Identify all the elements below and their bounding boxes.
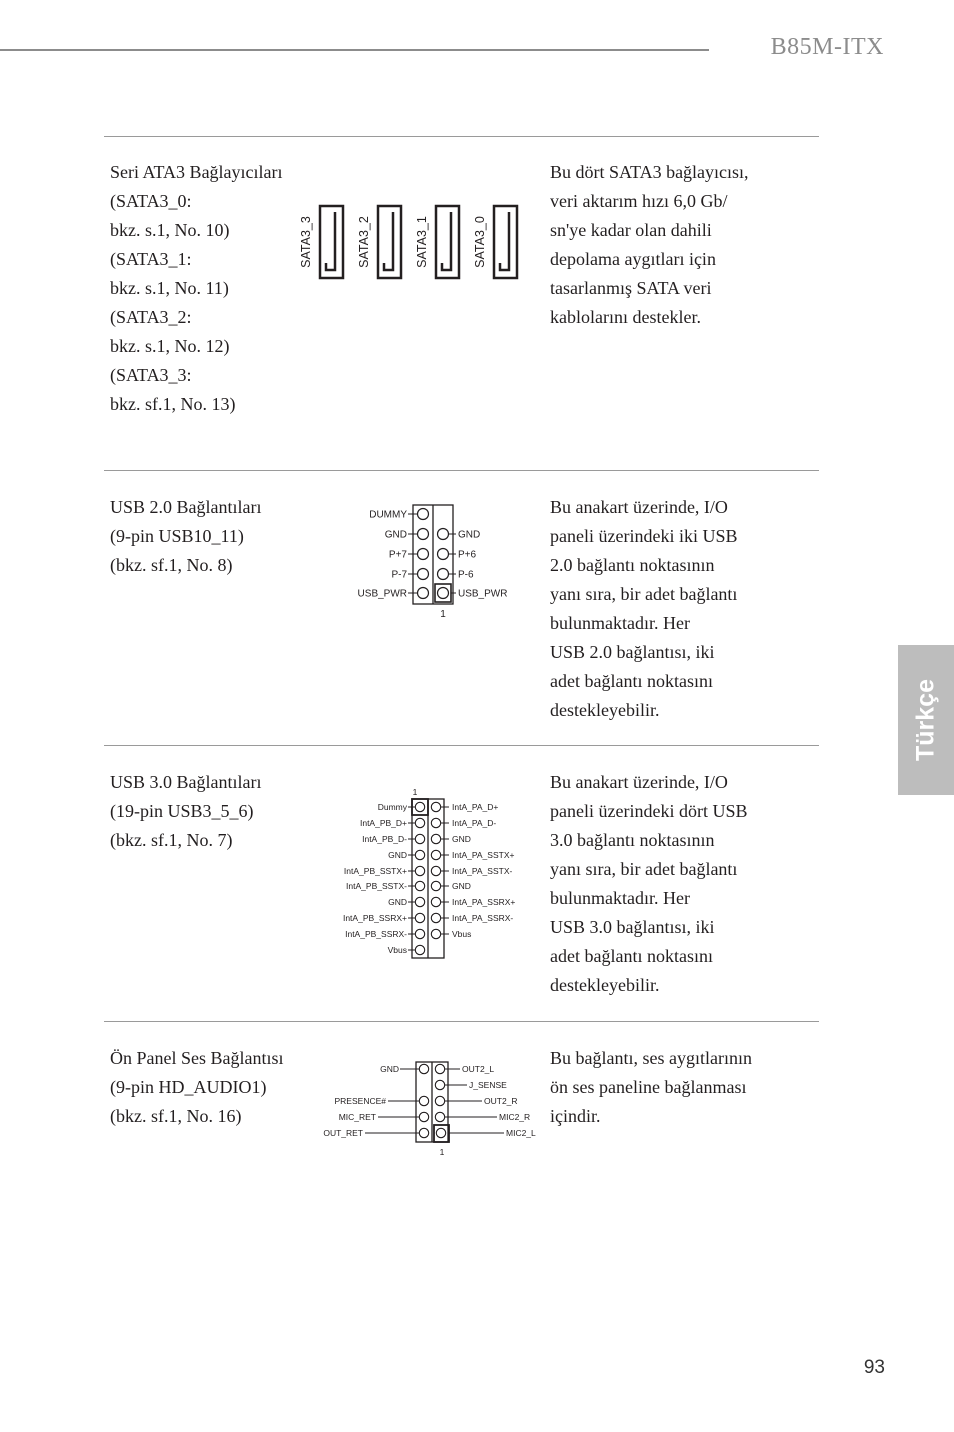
- pin1-marker: 1: [440, 609, 446, 620]
- text-line: (SATA3_3:: [110, 365, 192, 385]
- sata-port: [299, 206, 343, 278]
- pin-label: P-7: [391, 569, 407, 581]
- pin-label: OUT_RET: [323, 1128, 363, 1138]
- text-line: (SATA3_1:: [110, 249, 192, 269]
- text-line: bkz. s.1, No. 10): [110, 220, 230, 240]
- text-line: bkz. s.1, No. 12): [110, 336, 230, 356]
- text-line: 3.0 bağlantı noktasının: [550, 830, 715, 850]
- pin-label: IntA_PB_D-: [362, 834, 407, 844]
- text-line: (SATA3_0:: [110, 191, 192, 211]
- pin-label: GND: [452, 881, 471, 891]
- text-line: adet bağlantı noktasını: [550, 946, 713, 966]
- text-line: 2.0 bağlantı noktasının: [550, 555, 715, 575]
- page-number: 93: [863, 1357, 885, 1378]
- pin-label: Vbus: [387, 945, 407, 955]
- pin-label: MIC_RET: [338, 1112, 376, 1122]
- section-divider: [104, 1021, 819, 1022]
- pin-label: GND: [458, 529, 481, 541]
- section-divider: [104, 745, 819, 746]
- sata-port-label: SATA3_0: [473, 216, 487, 268]
- pin-label: MIC2_L: [506, 1128, 536, 1138]
- language-tab: [898, 645, 954, 795]
- header-rule: [0, 49, 709, 51]
- pin-label: USB_PWR: [357, 588, 407, 600]
- pin-label: DUMMY: [369, 509, 407, 521]
- pin-label: MIC2_R: [499, 1112, 531, 1122]
- text-line: Seri ATA3 Bağlayıcıları: [110, 162, 283, 182]
- usb2-description-left: [110, 493, 310, 580]
- text-line: (bkz. sf.1, No. 8): [110, 555, 233, 575]
- pin-label: OUT2_L: [462, 1064, 495, 1074]
- section-divider: [104, 136, 819, 137]
- text-line: bulunmaktadır. Her: [550, 888, 690, 908]
- usb2-description-right: [550, 493, 780, 725]
- text-line: Ön Panel Ses Bağlantısı: [110, 1048, 284, 1068]
- audio-description-left: [110, 1044, 310, 1131]
- text-line: destekleyebilir.: [550, 975, 660, 995]
- text-line: adet bağlantı noktasını: [550, 671, 713, 691]
- usb3-description-left: [110, 768, 310, 855]
- pin-label: IntA_PA_SSTX-: [452, 866, 513, 876]
- pin-label: IntA_PA_SSRX-: [452, 913, 514, 923]
- sata-port: [415, 206, 459, 278]
- pin-label: Dummy: [377, 802, 407, 812]
- pin1-marker: 1: [412, 787, 418, 797]
- text-line: (9-pin HD_AUDIO1): [110, 1077, 267, 1097]
- sata-description-right: [550, 158, 780, 332]
- pin1-marker: 1: [439, 1147, 445, 1157]
- pin-label: J_SENSE: [469, 1080, 507, 1090]
- text-line: yanı sıra, bir adet bağlantı: [550, 584, 738, 604]
- text-line: bulunmaktadır. Her: [550, 613, 690, 633]
- pin-label: GND: [384, 529, 407, 541]
- pin-label: IntA_PB_SSTX+: [343, 866, 407, 876]
- text-line: ön ses paneline bağlanması: [550, 1077, 747, 1097]
- text-line: USB 2.0 Bağlantıları: [110, 497, 262, 517]
- text-line: (bkz. sf.1, No. 7): [110, 830, 233, 850]
- sata-description-left: [110, 158, 310, 419]
- text-line: paneli üzerindeki dört USB: [550, 801, 748, 821]
- text-line: Bu bağlantı, ses aygıtlarının: [550, 1048, 752, 1068]
- text-line: tasarlanmış SATA veri: [550, 278, 712, 298]
- pin-label: OUT2_R: [484, 1096, 518, 1106]
- text-line: USB 3.0 Bağlantıları: [110, 772, 262, 792]
- pin-label: Vbus: [452, 929, 472, 939]
- text-line: Bu dört SATA3 bağlayıcısı,: [550, 162, 749, 182]
- audio-header-diagram: [310, 1058, 550, 1168]
- pin-label: IntA_PB_SSRX+: [342, 913, 407, 923]
- text-line: içindir.: [550, 1106, 601, 1126]
- text-line: (bkz. sf.1, No. 16): [110, 1106, 242, 1126]
- text-line: depolama aygıtları için: [550, 249, 716, 269]
- pin-label: IntA_PB_SSRX-: [345, 929, 407, 939]
- text-line: USB 3.0 bağlantısı, iki: [550, 917, 715, 937]
- pin-label: P+6: [458, 549, 477, 561]
- language-tab-label: Türkçe: [911, 679, 940, 761]
- pin-label: GND: [452, 834, 471, 844]
- sata-port: [357, 206, 401, 278]
- pin-label: IntA_PA_SSRX+: [452, 897, 516, 907]
- text-line: sn'ye kadar olan dahili: [550, 220, 712, 240]
- pin-label: P-6: [458, 569, 474, 581]
- model-title: B85M-ITX: [770, 34, 884, 60]
- text-line: kablolarını destekler.: [550, 307, 701, 327]
- pin-label: IntA_PB_SSTX-: [346, 881, 407, 891]
- text-line: bkz. s.1, No. 11): [110, 278, 229, 298]
- text-line: Bu anakart üzerinde, I/O: [550, 772, 728, 792]
- text-line: (19-pin USB3_5_6): [110, 801, 254, 821]
- text-line: destekleyebilir.: [550, 700, 660, 720]
- pin-label: IntA_PA_D+: [452, 802, 499, 812]
- pin-label: PRESENCE#: [334, 1096, 386, 1106]
- audio-description-right: [550, 1044, 780, 1131]
- text-line: (SATA3_2:: [110, 307, 192, 327]
- pin-label: GND: [388, 850, 407, 860]
- text-line: (9-pin USB10_11): [110, 526, 244, 546]
- text-line: paneli üzerindeki iki USB: [550, 526, 738, 546]
- usb2-header-diagram: [340, 500, 530, 630]
- text-line: USB 2.0 bağlantısı, iki: [550, 642, 715, 662]
- pin-label: P+7: [388, 549, 407, 561]
- text-line: veri aktarım hızı 6,0 Gb/: [550, 191, 728, 211]
- sata-connectors-diagram: [290, 200, 530, 290]
- usb3-description-right: [550, 768, 780, 1000]
- pin-label: USB_PWR: [458, 588, 508, 600]
- text-line: yanı sıra, bir adet bağlantı: [550, 859, 738, 879]
- pin-label: IntA_PA_D-: [452, 818, 497, 828]
- sata-port-label: SATA3_2: [357, 216, 371, 268]
- text-line: Bu anakart üzerinde, I/O: [550, 497, 728, 517]
- section-divider: [104, 470, 819, 471]
- text-line: bkz. sf.1, No. 13): [110, 394, 236, 414]
- sata-port: [473, 206, 517, 278]
- pin-label: IntA_PA_SSTX+: [452, 850, 515, 860]
- sata-port-label: SATA3_3: [299, 216, 313, 268]
- pin-label: GND: [380, 1064, 399, 1074]
- sata-port-label: SATA3_1: [415, 216, 429, 268]
- pin-label: GND: [388, 897, 407, 907]
- pin-label: IntA_PB_D+: [359, 818, 407, 828]
- usb3-header-diagram: [320, 784, 540, 969]
